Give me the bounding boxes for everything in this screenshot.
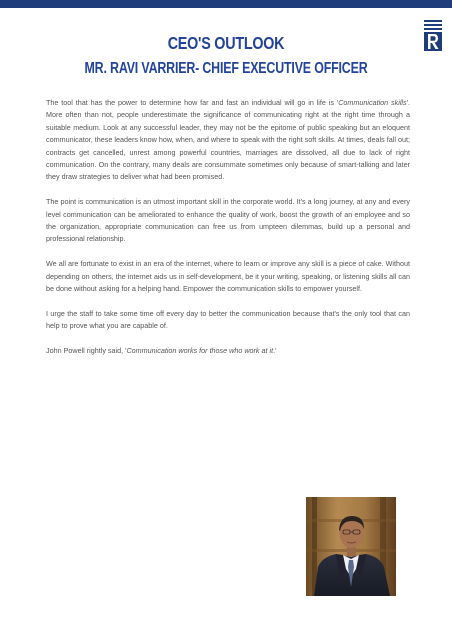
- page-title: CEO'S OUTLOOK: [167, 33, 285, 53]
- company-logo-icon: [423, 20, 443, 52]
- article-body: [46, 97, 410, 370]
- page-subtitle: MR. RAVI VARRIER- CHIEF EXECUTIVE OFFICER: [84, 60, 368, 77]
- paragraph-1: The tool that has the power to determine how far and fast an individual will go in life is 'Communication skills'. More often than not, people underestimate the significance of communicating right at the right time through a suitable medium. Look at any successful leader, they may not be the epitome of public speaking but an eloquent communicator, these leaders know how, when, and where to speak with the right soft skills. At times, deals fall out; contracts get cancelled, unrest among powerful countries, marriages are dissolved, all due to lack of right communication. On the contrary, many deals are consummate sometimes only because of smart-talking and later they draw strategies to deliver what had been promised.: [46, 98, 410, 182]
- top-bar: [0, 0, 452, 8]
- paragraph-3: We all are fortunate to exist in an era of the internet, where to learn or improve any skill is a piece of cake. Without depending on others, the internet aids us in self-development, be it your writing, speaking, or listening skills all can be done without asking for a helping hand. Empower the communication skills to empower yourself.: [46, 259, 410, 294]
- paragraph-4: I urge the staff to take some time off every day to better the communication because that's the only tool that can help to prove what you are capable of.: [46, 308, 410, 331]
- paragraph-2: The point is communication is an utmost important skill in the corporate world. It's a long journey, at any and every level communication can be ameliorated to enhance the quality of work, boost the growth of an employee and so the organization, appropriate communication can free us from umpteen dilemmas, build up a personal and professional relationship.: [46, 197, 410, 244]
- paragraph-5: John Powell rightly said, 'Communication works for those who work at it.': [46, 346, 277, 356]
- ceo-portrait-photo: [306, 497, 396, 596]
